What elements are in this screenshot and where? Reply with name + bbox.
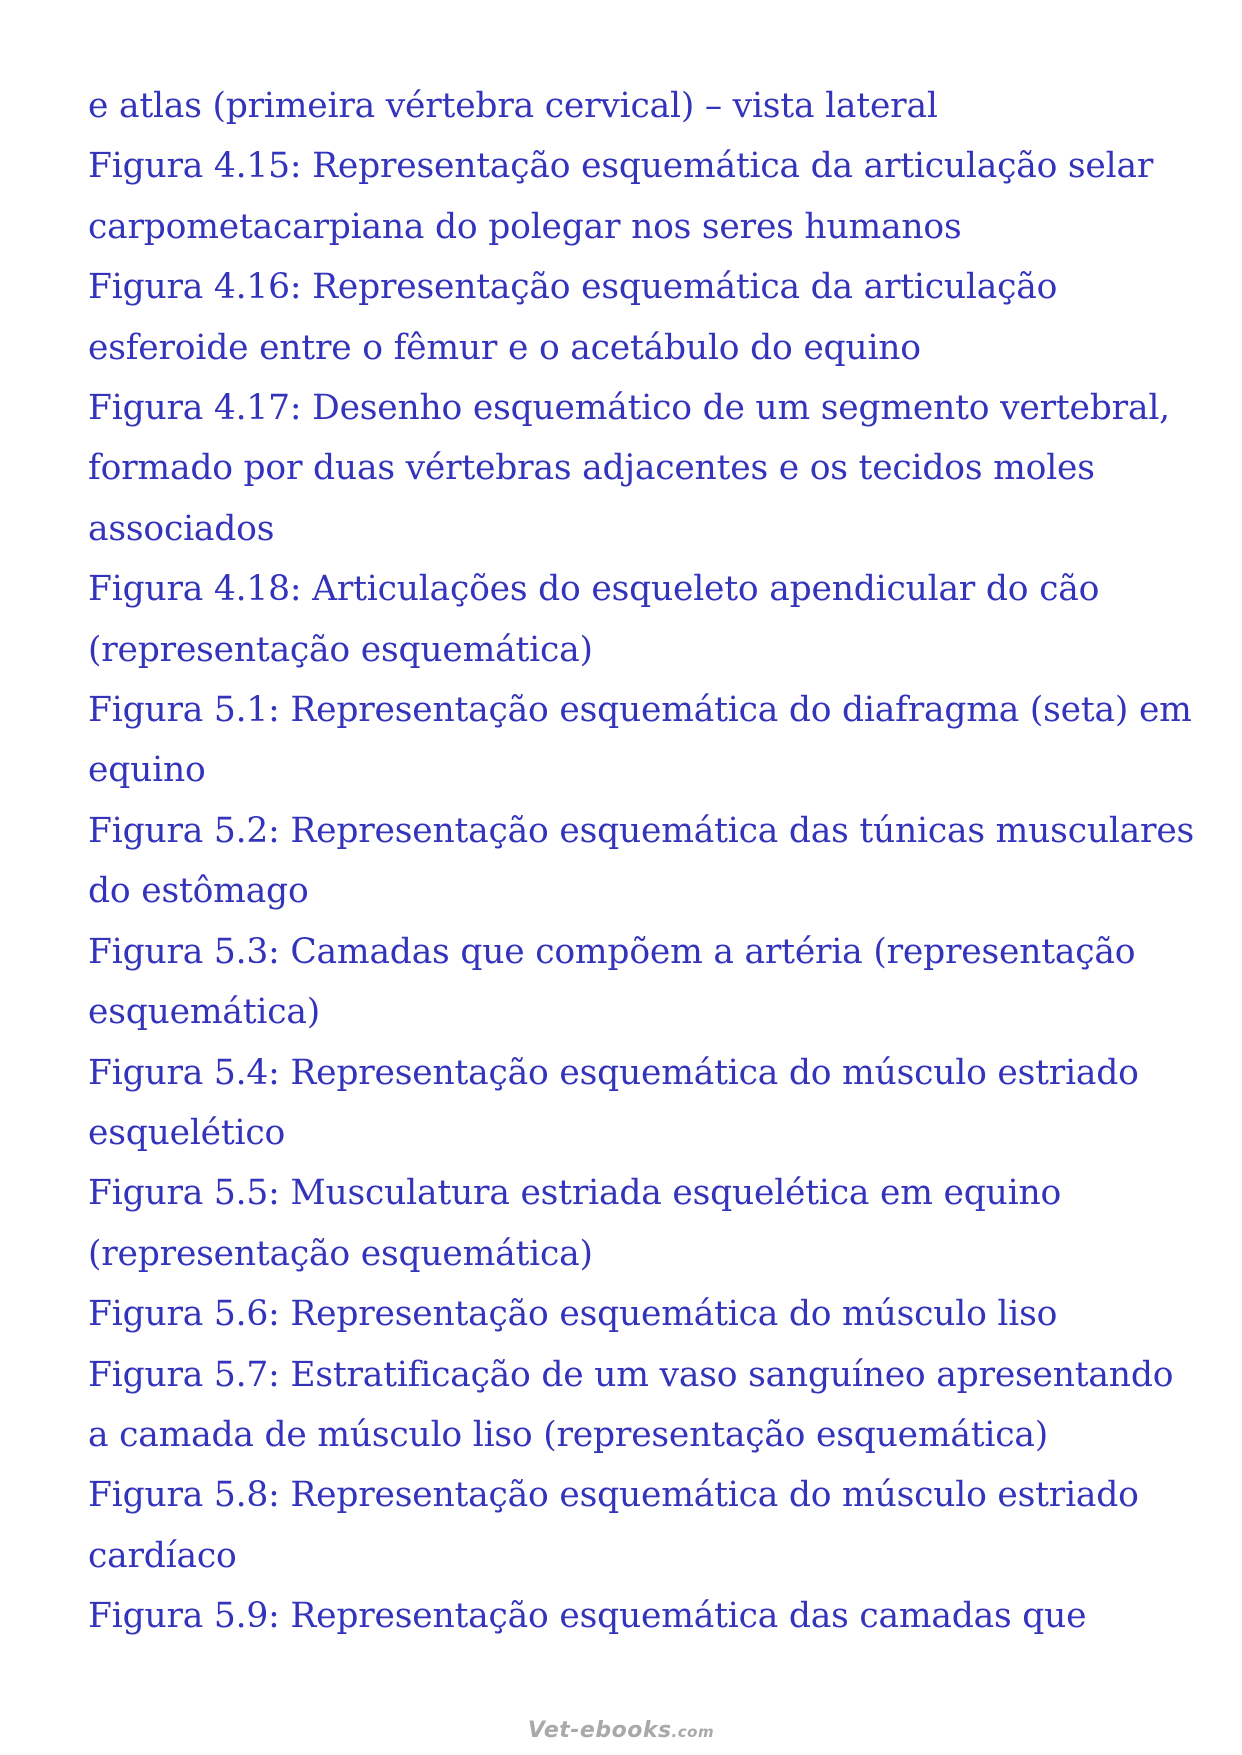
toc-entry-figura-5-5[interactable]: Figura 5.5: Musculatura estriada esquelética em equino (representação esquemática) xyxy=(88,1173,1062,1274)
toc-entry-figura-5-3[interactable]: Figura 5.3: Camadas que compõem a artéria (representação esquemática) xyxy=(88,931,1136,1033)
toc-entry-figura-5-2[interactable]: Figura 5.2: Representação esquemática das túnicas musculares do estômago xyxy=(88,810,1195,912)
toc-entry-figura-5-1[interactable]: Figura 5.1: Representação esquemática do diafragma (seta) em equino xyxy=(88,690,1192,791)
watermark-suffix: .com xyxy=(671,1723,715,1741)
toc-entry-figura-4-17[interactable]: Figura 4.17: Desenho esquemático de um segmento vertebral, formado por duas vértebras adjacentes e os tecidos moles associados xyxy=(88,388,1170,549)
toc-entry-figura-4-15[interactable]: Figura 4.15: Representação esquemática da articulação selar carpometacarpiana do polegar nos seres humanos xyxy=(88,146,1154,247)
toc-entry-figura-5-6[interactable]: Figura 5.6: Representação esquemática do músculo liso xyxy=(88,1294,1058,1335)
toc-entry-figura-5-4[interactable]: Figura 5.4: Representação esquemática do músculo estriado esquelético xyxy=(88,1052,1139,1153)
toc-entry-figura-5-7[interactable]: Figura 5.7: Estratificação de um vaso sanguíneo apresentando a camada de músculo liso (representação esquemática) xyxy=(88,1354,1174,1455)
watermark-main: Vet-ebooks xyxy=(527,1718,672,1743)
watermark-logo xyxy=(0,1718,1242,1743)
toc-list xyxy=(88,76,1198,1647)
toc-entry-figura-4-16[interactable]: Figura 4.16: Representação esquemática da articulação esferoide entre o fêmur e o acetábulo do equino xyxy=(88,267,1058,368)
toc-entry-figura-4-18[interactable]: Figura 4.18: Articulações do esqueleto apendicular do cão (representação esquemática) xyxy=(88,569,1100,670)
toc-entry-atlas-continued[interactable]: e atlas (primeira vértebra cervical) – vista lateral xyxy=(88,86,938,126)
toc-entry-figura-5-8[interactable]: Figura 5.8: Representação esquemática do músculo estriado cardíaco xyxy=(88,1475,1139,1576)
toc-entry-figura-5-9[interactable]: Figura 5.9: Representação esquemática das camadas que xyxy=(88,1596,1087,1637)
